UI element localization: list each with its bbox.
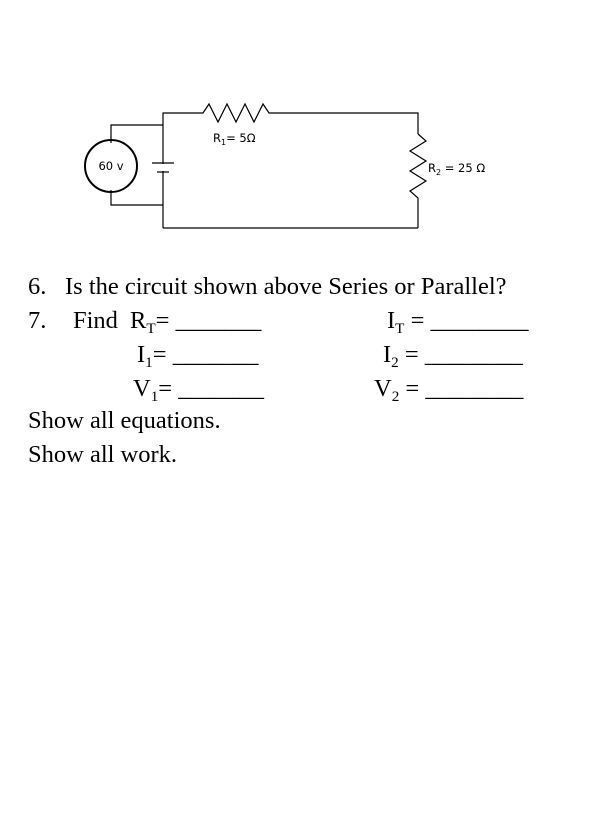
v1-blank: $V_1=$ _______	[133, 375, 264, 405]
v2-blank: $V_2$ = ________	[374, 375, 524, 405]
i1-blank: $I_1=$ _______	[137, 341, 259, 371]
r1-label: $R_1= 5\Omega$	[213, 131, 256, 147]
r2-label: $R_2 = 25$ Ω	[428, 161, 486, 177]
top-wire	[163, 104, 418, 228]
source-bottom-lead	[111, 190, 163, 205]
question-6-number: 6.	[28, 273, 47, 300]
i2-blank: $I_2$ = ________	[383, 341, 523, 371]
rt-blank: $R_T=$ _______	[130, 307, 262, 337]
r2-resistor-zigzag	[410, 134, 426, 228]
question-7-number: 7.	[28, 307, 47, 334]
voltage-source-label: 60 v	[98, 159, 124, 173]
instruction-work: Show all work.	[28, 441, 178, 468]
question-7-find: Find	[73, 307, 118, 334]
question-6-text: Is the circuit shown above Series or Parallel?	[65, 273, 507, 300]
circuit-diagram	[0, 0, 612, 260]
it-blank: $I_T$ = ________	[387, 307, 529, 337]
instruction-equations: Show all equations.	[28, 407, 221, 434]
